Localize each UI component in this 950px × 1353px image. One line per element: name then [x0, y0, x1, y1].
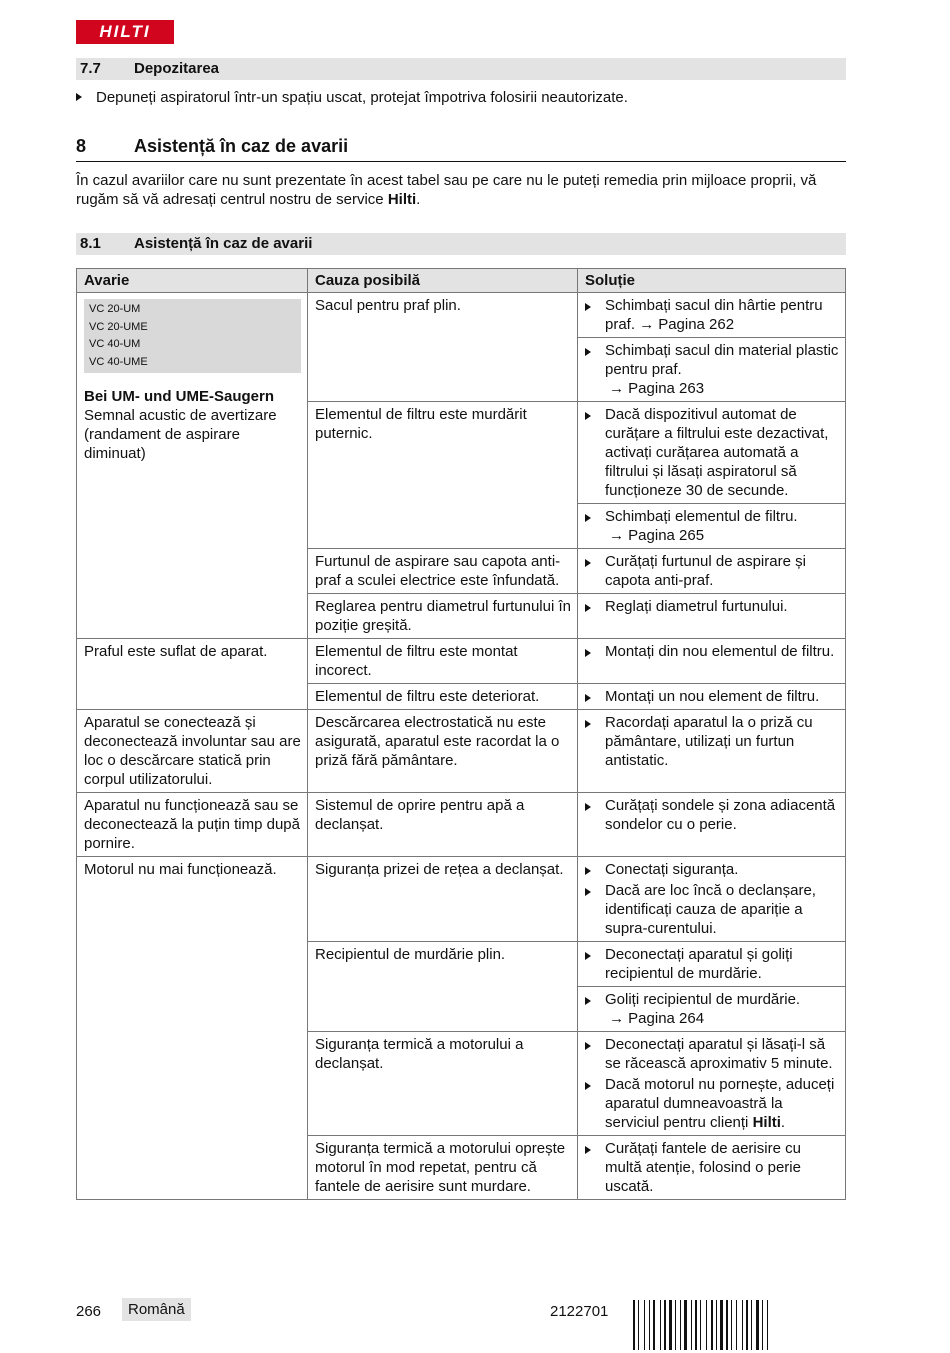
solution-item: Conectați siguranța.	[585, 860, 839, 879]
table-row	[77, 293, 846, 338]
section-8-1-heading	[76, 233, 846, 255]
section-8-heading	[76, 136, 846, 162]
cause-cell: Furtunul de aspirare sau capota anti-praf a sculei electrice este înfundată.	[308, 549, 578, 594]
section-7-7-heading	[76, 58, 846, 80]
barcode-bar	[733, 1300, 735, 1350]
barcode-bar	[662, 1300, 663, 1350]
page-reference[interactable]: Pagina 265	[628, 527, 705, 544]
bullet-triangle-icon	[585, 514, 591, 522]
bullet-triangle-icon	[585, 1082, 591, 1090]
document-number: 2122701	[550, 1303, 609, 1320]
page-number: 266	[76, 1303, 102, 1320]
solution-item: Dacă motorul nu pornește, aduceți aparatul dumneavoastră la serviciul pentru clienți Hilti.	[585, 1075, 839, 1132]
barcode-bar	[651, 1300, 652, 1350]
header-solution: Soluție	[578, 269, 846, 293]
arrow-right-icon: →	[609, 380, 625, 397]
barcode-bar	[698, 1300, 699, 1350]
bullet-triangle-icon	[585, 649, 591, 657]
solution-cell	[578, 594, 846, 639]
troubleshooting-table	[76, 268, 846, 1200]
barcode-bar	[638, 1300, 639, 1350]
barcode-bar	[756, 1300, 759, 1350]
barcode-bar	[673, 1300, 674, 1350]
header-cause: Cauza posibilă	[308, 269, 578, 293]
bullet-triangle-icon	[585, 412, 591, 420]
bullet-triangle-icon	[585, 720, 591, 728]
solution-cell	[578, 1136, 846, 1200]
page-reference[interactable]: Pagina 264	[628, 1010, 705, 1027]
fault-text: Semnal acustic de avertizare (randament de aspirare diminuat)	[84, 407, 277, 462]
solution-item: Curățați fantele de aerisire cu multă atenție, folosind o perie uscată.	[585, 1139, 839, 1196]
solution-item: Goliți recipientul de murdărie. → Pagina 264	[585, 990, 839, 1028]
solution-cell	[578, 793, 846, 857]
fault-cell	[77, 293, 308, 639]
solution-cell	[578, 293, 846, 338]
table-row	[77, 857, 846, 942]
barcode-bar	[700, 1300, 701, 1350]
solution-item: Racordați aparatul la o priză cu pământare, utilizați un furtun antistatic.	[585, 713, 839, 770]
section-title: Asistență în caz de avarii	[134, 235, 313, 252]
cause-cell: Reglarea pentru diametrul furtunului în poziție greșită.	[308, 594, 578, 639]
bullet-triangle-icon	[585, 1042, 591, 1050]
model-list: VC 20-UM VC 20-UME VC 40-UM VC 40-UME	[84, 299, 301, 373]
barcode-bar	[633, 1300, 635, 1350]
chapter-title: Asistență în caz de avarii	[134, 136, 349, 156]
solution-cell	[578, 684, 846, 710]
section-8-intro: În cazul avariilor care nu sunt prezentate în acest tabel sau pe care nu le puteți remedia prin mijloace proprii, vă rugăm să vă adresați centrul nostru de service Hilti.	[76, 172, 817, 208]
cause-cell: Sacul pentru praf plin.	[308, 293, 578, 402]
solution-cell	[578, 639, 846, 684]
solution-item: Dacă dispozitivul automat de curățare a filtrului este dezactivat, activați curățarea automată a filtrului și lăsați aspiratorul să funcționeze 30 de secunde.	[585, 405, 839, 500]
fault-cell: Aparatul se conectează și deconectează involuntar sau are loc o descărcare statică prin corpul utilizatorului.	[77, 710, 308, 793]
page-reference[interactable]: Pagina 263	[628, 380, 705, 397]
barcode-bar	[669, 1300, 672, 1350]
barcode-bar	[736, 1300, 737, 1350]
solution-item: Schimbați sacul din hârtie pentru praf. → Pagina 262	[585, 296, 839, 334]
solution-item: Deconectați aparatul și goliți recipientul de murdărie.	[585, 945, 839, 983]
language-label: Română	[122, 1298, 191, 1321]
barcode-bar	[688, 1300, 690, 1350]
barcode-bar	[640, 1300, 643, 1350]
solution-cell	[578, 987, 846, 1032]
solution-cell	[578, 857, 846, 942]
barcode-bar	[714, 1300, 715, 1350]
barcode-bar	[746, 1300, 748, 1350]
barcode-bar	[644, 1300, 645, 1350]
solution-cell	[578, 1032, 846, 1136]
arrow-right-icon: →	[609, 1010, 625, 1027]
barcode-bar	[708, 1300, 710, 1350]
table-row	[77, 639, 846, 684]
barcode-bar	[649, 1300, 650, 1350]
chapter-number: 8	[76, 136, 87, 156]
bullet-triangle-icon	[585, 888, 591, 896]
fault-cell: Praful este suflat de aparat.	[77, 639, 308, 710]
barcode-bar	[724, 1300, 725, 1350]
table-row	[77, 710, 846, 793]
solution-cell	[578, 549, 846, 594]
barcode-bar	[706, 1300, 707, 1350]
section-number: 8.1	[80, 235, 101, 252]
solution-item: Schimbați elementul de filtru. → Pagina 265	[585, 507, 839, 545]
cause-cell: Sistemul de oprire pentru apă a declanșat.	[308, 793, 578, 857]
barcode-bar	[760, 1300, 761, 1350]
barcode-bar	[711, 1300, 713, 1350]
barcode-bar	[664, 1300, 666, 1350]
solution-item: Schimbați sacul din material plastic pentru praf. → Pagina 263	[585, 341, 839, 398]
barcode-bar	[753, 1300, 755, 1350]
bullet-triangle-icon	[585, 348, 591, 356]
barcode-bar	[646, 1300, 648, 1350]
table-header-row	[77, 269, 846, 293]
solution-item: Dacă are loc încă o declanșare, identificați cauza de apariție a supra-curentului.	[585, 881, 839, 938]
cause-cell: Descărcarea electrostatică nu este asigurată, aparatul este racordat la o priză fără pământare.	[308, 710, 578, 793]
barcode-bar	[729, 1300, 730, 1350]
barcode-bar	[764, 1300, 766, 1350]
barcode-bar	[653, 1300, 655, 1350]
barcode-bar	[660, 1300, 661, 1350]
barcode-bar	[769, 1300, 770, 1350]
section-title: Depozitarea	[134, 60, 220, 77]
barcode-bar	[693, 1300, 694, 1350]
cause-cell: Recipientul de murdărie plin.	[308, 942, 578, 1032]
barcode-bar	[677, 1300, 679, 1350]
barcode-bar	[675, 1300, 676, 1350]
barcode-bar	[742, 1300, 743, 1350]
arrow-right-icon: →	[639, 316, 655, 333]
barcode-bar	[751, 1300, 752, 1350]
barcode-bar	[718, 1300, 719, 1350]
cause-cell: Elementul de filtru este deteriorat.	[308, 684, 578, 710]
brand-name: Hilti	[387, 191, 417, 208]
solution-item: Montați din nou elementul de filtru.	[585, 642, 839, 661]
header-fault: Avarie	[77, 269, 308, 293]
solution-cell	[578, 942, 846, 987]
fault-title: Bei UM- und UME-Saugern	[84, 388, 274, 405]
barcode-bar	[767, 1300, 768, 1350]
table-row	[77, 793, 846, 857]
fault-cell: Aparatul nu funcționează sau se deconectează la puțin timp după pornire.	[77, 793, 308, 857]
fault-cell: Motorul nu mai funcționează.	[77, 857, 308, 1200]
barcode-bar	[656, 1300, 659, 1350]
solution-item: Reglați diametrul furtunului.	[585, 597, 839, 616]
solution-cell	[578, 504, 846, 549]
solution-item: Montați un nou element de filtru.	[585, 687, 839, 706]
cause-cell: Elementul de filtru este montat incorect.	[308, 639, 578, 684]
barcode-bar	[731, 1300, 732, 1350]
barcode-bar	[726, 1300, 728, 1350]
page-reference[interactable]: Pagina 262	[658, 316, 735, 333]
solution-cell	[578, 710, 846, 793]
cause-cell: Elementul de filtru este murdărit puternic.	[308, 402, 578, 549]
barcode-bar	[691, 1300, 692, 1350]
bullet-triangle-icon	[585, 867, 591, 875]
cause-cell: Siguranța prizei de rețea a declanșat.	[308, 857, 578, 942]
bullet-triangle-icon	[585, 604, 591, 612]
barcode-bar	[738, 1300, 741, 1350]
bullet-triangle-icon	[585, 997, 591, 1005]
barcode-bar	[680, 1300, 681, 1350]
barcode-bar	[682, 1300, 683, 1350]
solution-item: Deconectați aparatul și lăsați-l să se răcească aproximativ 5 minute.	[585, 1035, 839, 1073]
barcode-bar	[695, 1300, 697, 1350]
barcode-bar	[762, 1300, 763, 1350]
bullet-triangle-icon	[76, 93, 82, 101]
barcode	[633, 1300, 847, 1350]
barcode-bar	[684, 1300, 687, 1350]
solution-cell	[578, 338, 846, 402]
barcode-bar	[667, 1300, 668, 1350]
section-number: 7.7	[80, 60, 101, 77]
barcode-bar	[702, 1300, 705, 1350]
arrow-right-icon: →	[609, 527, 625, 544]
brand-name: Hilti	[752, 1114, 781, 1131]
hilti-logo: HILTI	[76, 20, 174, 44]
barcode-bar	[716, 1300, 717, 1350]
bullet-triangle-icon	[585, 694, 591, 702]
solution-item: Curățați sondele și zona adiacentă sondelor cu o perie.	[585, 796, 839, 834]
barcode-bar	[749, 1300, 750, 1350]
bullet-triangle-icon	[585, 559, 591, 567]
bullet-triangle-icon	[585, 303, 591, 311]
cause-cell: Siguranța termică a motorului oprește motorul în mod repetat, pentru că fantele de aerisire sunt murdare.	[308, 1136, 578, 1200]
bullet-triangle-icon	[585, 952, 591, 960]
bullet-triangle-icon	[585, 803, 591, 811]
bullet-triangle-icon	[585, 1146, 591, 1154]
cause-cell: Siguranța termică a motorului a declanșat.	[308, 1032, 578, 1136]
solution-cell	[578, 402, 846, 504]
storage-instruction: Depuneți aspiratorul într-un spațiu uscat, protejat împotriva folosirii neautorizate.	[76, 89, 846, 106]
barcode-bar	[720, 1300, 723, 1350]
solution-item: Curățați furtunul de aspirare și capota anti-praf.	[585, 552, 839, 590]
barcode-bar	[636, 1300, 637, 1350]
barcode-bar	[744, 1300, 745, 1350]
